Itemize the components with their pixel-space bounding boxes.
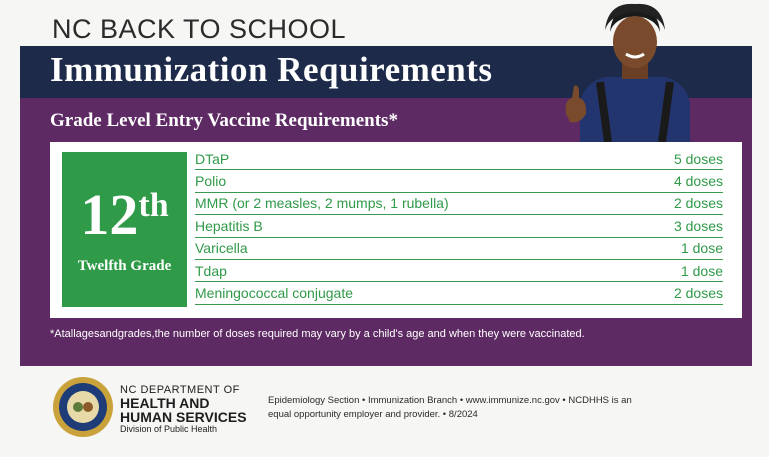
footer-info-line-2: equal opportunity employer and provider. • 8/2024 <box>268 409 478 420</box>
vaccine-dose: 5 doses <box>673 150 723 167</box>
vaccine-name: Meningococcal conjugate <box>195 285 353 302</box>
vaccine-row <box>195 215 723 237</box>
vaccine-name: Polio <box>195 173 227 190</box>
vaccine-row <box>195 193 723 215</box>
footnote: *Atallagesandgrades,the number of doses required may vary by a child's age and when they were vaccinated. <box>50 328 585 340</box>
vaccine-dose: 3 doses <box>673 217 723 234</box>
ncdhhs-seal-icon <box>52 376 114 438</box>
dept-line-4: Division of Public Health <box>120 424 218 434</box>
footer-info <box>268 394 688 422</box>
vaccine-row <box>195 148 723 170</box>
vaccine-name: Hepatitis B <box>195 217 263 234</box>
vaccine-card <box>50 142 742 318</box>
grade-suffix: th <box>138 187 169 224</box>
dept-line-1: NC DEPARTMENT OF <box>120 384 240 396</box>
kicker-heading: NC BACK TO SCHOOL <box>52 14 347 44</box>
page-title: Immunization Requirements <box>50 50 493 89</box>
vaccine-row <box>195 282 723 304</box>
grade-badge <box>62 152 187 307</box>
grade-name: Twelfth Grade <box>77 258 172 274</box>
footer-info-line-1: Epidemiology Section • Immunization Branch • www.immunize.nc.gov • NCDHHS is an <box>268 395 632 406</box>
vaccine-row <box>195 170 723 192</box>
grade-number-value: 12 <box>80 182 139 247</box>
vaccine-name: MMR (or 2 measles, 2 mumps, 1 rubella) <box>195 195 449 212</box>
student-photo <box>560 2 710 142</box>
vaccine-row <box>195 260 723 282</box>
vaccine-name: Varicella <box>195 240 248 257</box>
vaccine-name: Tdap <box>195 262 227 279</box>
vaccine-list <box>195 148 723 305</box>
vaccine-row <box>195 238 723 260</box>
dept-line-2: HEALTH AND <box>120 395 210 411</box>
vaccine-name: DTaP <box>195 150 230 167</box>
department-name <box>120 384 247 434</box>
vaccine-dose: 4 doses <box>673 173 723 190</box>
vaccine-dose: 1 dose <box>680 262 723 279</box>
dept-line-3: HUMAN SERVICES <box>120 409 247 425</box>
grade-number <box>62 176 187 245</box>
vaccine-dose: 1 dose <box>680 240 723 257</box>
vaccine-dose: 2 doses <box>673 195 723 212</box>
section-subtitle: Grade Level Entry Vaccine Requirements* <box>50 110 398 131</box>
vaccine-dose: 2 doses <box>673 285 723 302</box>
